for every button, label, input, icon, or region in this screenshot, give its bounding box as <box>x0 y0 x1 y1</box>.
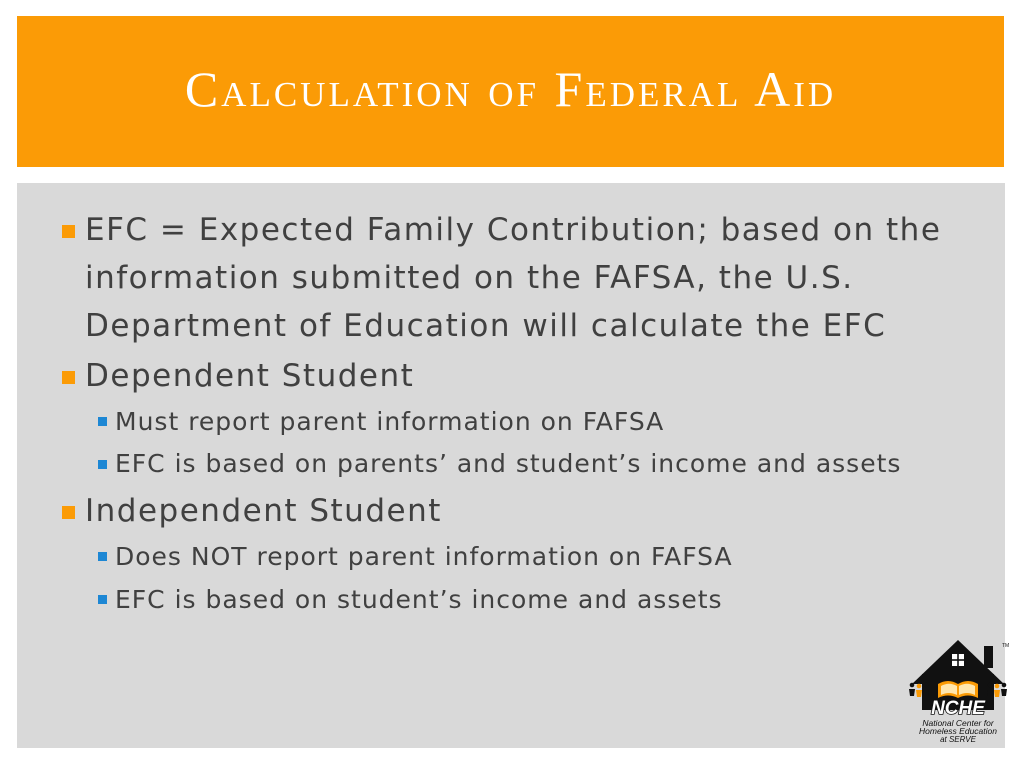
logo-caption-line3: at SERVE <box>940 735 976 744</box>
bullet-text: EFC = Expected Family Contribution; based on the information submitted on the FAFSA, the U.S. Department of Education will calculate the EFC <box>85 212 942 344</box>
bullet-marker-icon <box>62 371 75 384</box>
sub-bullet-marker-icon <box>98 460 107 469</box>
slide-title: Calculation of Federal Aid <box>184 60 837 117</box>
bullet-list <box>17 183 1005 621</box>
sub-bullet-dependent-report <box>17 400 1005 443</box>
sub-bullet-marker-icon <box>98 552 107 561</box>
bullet-independent-student <box>17 487 1005 535</box>
nche-logo <box>908 638 1008 748</box>
house-chimney-icon <box>984 646 993 668</box>
sub-bullet-text: EFC is based on student’s income and assets <box>115 585 723 614</box>
logo-caption-line2: Homeless Education <box>919 726 997 736</box>
sub-bullet-independent-efc <box>17 578 1005 621</box>
bullet-dependent-student <box>17 352 1005 400</box>
bullet-marker-icon <box>62 506 75 519</box>
bullet-text: Independent Student <box>85 493 442 529</box>
sub-bullet-independent-report <box>17 535 1005 578</box>
bullet-text: Dependent Student <box>85 358 415 394</box>
sub-bullet-text: EFC is based on parents’ and student’s income and assets <box>115 449 902 478</box>
bullet-efc-definition <box>17 206 1005 350</box>
logo-caption-line1: National Center for <box>922 718 994 728</box>
logo-tm: TM <box>1002 643 1010 649</box>
bullet-marker-icon <box>62 225 75 238</box>
logo-acronym: NCHE <box>931 698 985 719</box>
sub-bullet-text: Must report parent information on FAFSA <box>115 407 665 436</box>
sub-bullet-marker-icon <box>98 417 107 426</box>
title-bar <box>17 16 1004 167</box>
sub-bullet-dependent-efc <box>17 443 1005 485</box>
content-panel <box>17 183 1005 748</box>
sub-bullet-marker-icon <box>98 595 107 604</box>
sub-bullet-text: Does NOT report parent information on FAFSA <box>115 542 733 571</box>
